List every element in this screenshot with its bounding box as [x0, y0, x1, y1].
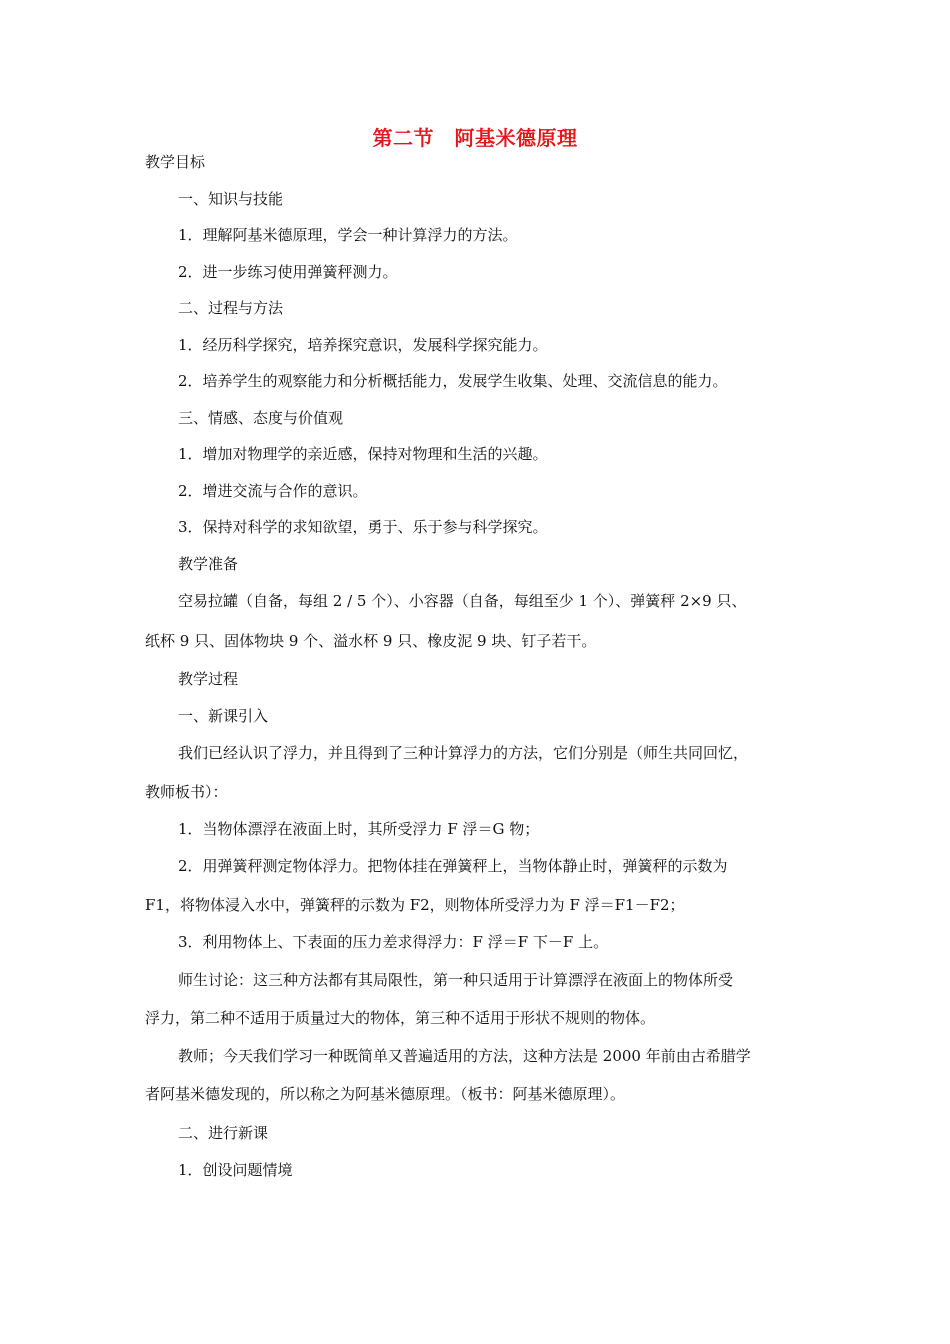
paragraph-line: 2．培养学生的观察能力和分析概括能力，发展学生收集、处理、交流信息的能力。: [178, 372, 728, 390]
heading-teaching-process: 教学过程: [178, 670, 239, 688]
paragraph-line: 师生讨论：这三种方法都有其局限性，第一种只适用于计算漂浮在液面上的物体所受: [178, 971, 734, 989]
paragraph-line: 1．当物体漂浮在液面上时，其所受浮力 F 浮＝G 物；: [178, 820, 540, 838]
paragraph-line: 1．理解阿基米德原理，学会一种计算浮力的方法。: [178, 226, 518, 244]
paragraph-line: 2．增进交流与合作的意识。: [178, 482, 368, 500]
paragraph-line: 2．进一步练习使用弹簧秤测力。: [178, 263, 398, 281]
subheading-emotion-values: 三、情感、态度与价值观: [178, 409, 344, 427]
heading-teaching-goals: 教学目标: [145, 153, 206, 171]
paragraph-line: 3．保持对科学的求知欲望，勇于、乐于参与科学探究。: [178, 518, 548, 536]
paragraph-line: 者阿基米德发现的，所以称之为阿基米德原理。（板书：阿基米德原理）。: [145, 1085, 626, 1103]
paragraph-line: 1．经历科学探究，培养探究意识，发展科学探究能力。: [178, 336, 548, 354]
subheading-process-methods: 二、过程与方法: [178, 299, 284, 317]
paragraph-line: 1．创设问题情境: [178, 1161, 293, 1179]
paragraph-line: 3．利用物体上、下表面的压力差求得浮力：F 浮＝F 下－F 上。: [178, 933, 609, 951]
document-title: 第二节 阿基米德原理: [372, 126, 578, 150]
subheading-knowledge-skills: 一、知识与技能: [178, 190, 284, 208]
paragraph-line: 教师；今天我们学习一种既简单又普遍适用的方法，这种方法是 2000 年前由古希腊学: [178, 1047, 751, 1065]
paragraph-line: 教师板书）：: [145, 783, 228, 801]
heading-teaching-preparation: 教学准备: [178, 555, 239, 573]
paragraph-line: 1．增加对物理学的亲近感，保持对物理和生活的兴趣。: [178, 445, 548, 463]
paragraph-line: 浮力，第二种不适用于质量过大的物体，第三种不适用于形状不规则的物体。: [145, 1009, 656, 1027]
paragraph-line: 2．用弹簧秤测定物体浮力。把物体挂在弹簧秤上，当物体静止时，弹簧秤的示数为: [178, 857, 728, 875]
paragraph-line: 我们已经认识了浮力，并且得到了三种计算浮力的方法，它们分别是（师生共同回忆，: [178, 744, 749, 762]
subheading-introduction: 一、新课引入: [178, 707, 269, 725]
paragraph-line: 纸杯 9 只、固体物块 9 个、溢水杯 9 只、橡皮泥 9 块、钉子若干。: [145, 632, 597, 650]
paragraph-line: 空易拉罐（自备，每组 2 / 5 个）、小容器（自备，每组至少 1 个）、弹簧秤 2×9 只、: [178, 592, 747, 610]
paragraph-line: F1，将物体浸入水中，弹簧秤的示数为 F2，则物体所受浮力为 F 浮＝F1－F2；: [145, 896, 685, 914]
subheading-new-lesson: 二、进行新课: [178, 1124, 269, 1142]
